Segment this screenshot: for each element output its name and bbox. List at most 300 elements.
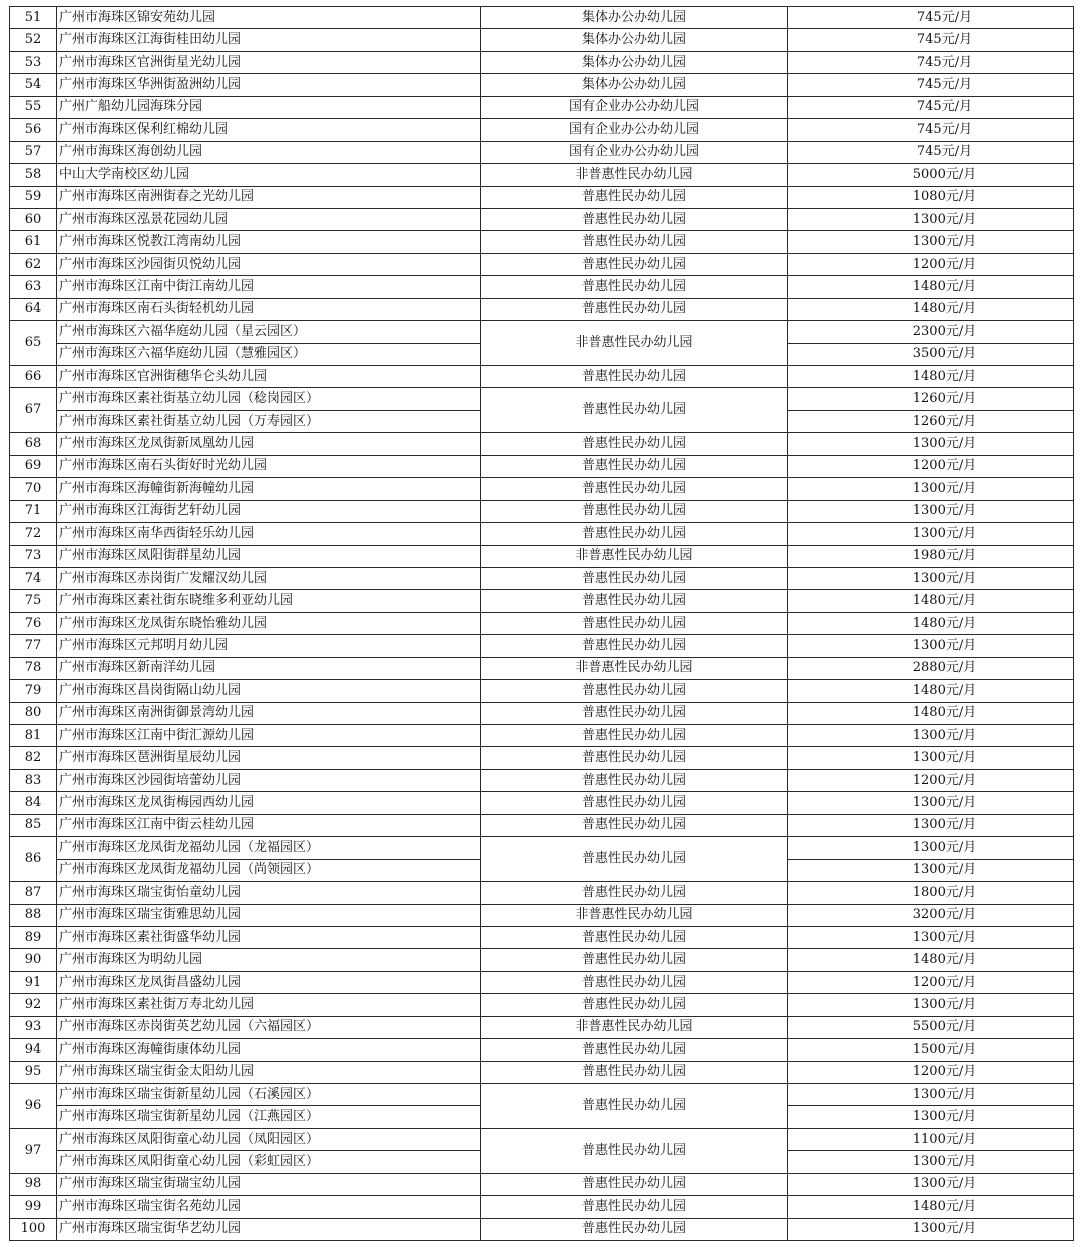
kindergarten-name-cell: 广州市海珠区素社街基立幼儿园（稔岗园区） [57,388,481,410]
fee-amount: 1500 [912,1041,946,1057]
serial-number-cell: 91 [10,971,57,993]
fee-amount: 1080 [912,189,946,205]
monthly-fee-cell [788,1061,1074,1083]
kindergarten-name-cell: 广州市海珠区龙凤街梅园西幼儿园 [57,792,481,814]
monthly-fee-cell [788,523,1074,545]
fee-amount: 1300 [912,929,946,945]
kindergarten-name-cell: 广州市海珠区沙园街培蕾幼儿园 [57,769,481,791]
fee-amount: 1200 [912,772,946,788]
kindergarten-type-cell: 非普惠性民办幼儿园 [481,545,788,567]
fee-amount: 1480 [912,278,946,294]
monthly-fee-cell [788,1016,1074,1038]
fee-amount: 1300 [912,637,946,653]
fee-amount: 1300 [912,996,946,1012]
kindergarten-name-cell: 广州市海珠区六福华庭幼儿园（慧雅园区） [57,343,481,365]
kindergarten-type-cell: 普惠性民办幼儿园 [481,1173,788,1195]
monthly-fee-cell [788,208,1074,230]
fee-amount: 5500 [912,1019,946,1035]
fee-unit: 元/月 [945,391,977,407]
monthly-fee-cell [788,590,1074,612]
kindergarten-type-cell: 普惠性民办幼儿园 [481,769,788,791]
kindergarten-type-cell: 普惠性民办幼儿园 [481,792,788,814]
monthly-fee-cell [788,814,1074,836]
fee-unit: 元/月 [945,907,977,923]
kindergarten-type-cell: 普惠性民办幼儿园 [481,1061,788,1083]
table-row [10,567,1074,589]
kindergarten-name-cell: 广州市海珠区龙凤街龙福幼儿园（龙福园区） [57,837,481,859]
table-row [10,1061,1074,1083]
serial-number-cell: 54 [10,74,57,96]
fee-amount: 745 [916,144,942,160]
serial-number-cell: 96 [10,1084,57,1129]
kindergarten-name-cell: 广州市海珠区江海街艺轩幼儿园 [57,500,481,522]
kindergarten-name-cell: 广州市海珠区海幢街康体幼儿园 [57,1039,481,1061]
monthly-fee-cell [788,343,1074,365]
fee-amount: 5000 [912,166,946,182]
table-row [10,882,1074,904]
monthly-fee-cell [788,455,1074,477]
kindergarten-type-cell: 集体办公办幼儿园 [481,74,788,96]
kindergarten-type-cell: 普惠性民办幼儿园 [481,208,788,230]
fee-amount: 1300 [912,436,946,452]
fee-amount: 1300 [912,817,946,833]
monthly-fee-cell [788,164,1074,186]
kindergarten-name-cell: 广州市海珠区龙凤街龙福幼儿园（尚领园区） [57,859,481,881]
serial-number-cell: 93 [10,1016,57,1038]
serial-number-cell: 92 [10,994,57,1016]
kindergarten-type-cell: 普惠性民办幼儿园 [481,500,788,522]
monthly-fee-cell [788,1151,1074,1173]
serial-number-cell: 60 [10,208,57,230]
table-row [10,971,1074,993]
kindergarten-name-cell: 广州市海珠区元邦明月幼儿园 [57,635,481,657]
kindergarten-name-cell: 广州市海珠区六福华庭幼儿园（星云园区） [57,321,481,343]
table-row [10,231,1074,253]
table-row [10,74,1074,96]
monthly-fee-cell [788,1106,1074,1128]
kindergarten-type-cell: 普惠性民办幼儿园 [481,253,788,275]
kindergarten-type-cell: 非普惠性民办幼儿园 [481,1016,788,1038]
kindergarten-name-cell: 广州市海珠区南洲街春之光幼儿园 [57,186,481,208]
kindergarten-name-cell: 广州市海珠区素社街盛华幼儿园 [57,926,481,948]
monthly-fee-cell [788,276,1074,298]
fee-amount: 745 [916,9,942,25]
kindergarten-type-cell: 普惠性民办幼儿园 [481,747,788,769]
serial-number-cell: 69 [10,455,57,477]
serial-number-cell: 62 [10,253,57,275]
kindergarten-type-cell: 普惠性民办幼儿园 [481,994,788,1016]
fee-amount: 1300 [912,503,946,519]
kindergarten-name-cell: 广州市海珠区瑞宝街瑞宝幼儿园 [57,1173,481,1195]
kindergarten-type-cell: 普惠性民办幼儿园 [481,971,788,993]
table-row [10,119,1074,141]
monthly-fee-cell [788,747,1074,769]
kindergarten-type-cell: 集体办公办幼儿园 [481,29,788,51]
monthly-fee-cell [788,837,1074,859]
monthly-fee-cell [788,1218,1074,1240]
fee-unit: 元/月 [945,1064,977,1080]
fee-amount: 1300 [912,1221,946,1237]
serial-number-cell: 83 [10,769,57,791]
kindergarten-type-cell: 普惠性民办幼儿园 [481,926,788,948]
serial-number-cell: 79 [10,680,57,702]
table-row [10,590,1074,612]
table-row [10,7,1074,29]
kindergarten-type-cell: 集体办公办幼儿园 [481,7,788,29]
kindergarten-name-cell: 广州市海珠区华洲街盈洲幼儿园 [57,74,481,96]
serial-number-cell: 95 [10,1061,57,1083]
kindergarten-name-cell: 广州市海珠区瑞宝街雅思幼儿园 [57,904,481,926]
kindergarten-type-cell: 国有企业办公办幼儿园 [481,96,788,118]
kindergarten-type-cell: 普惠性民办幼儿园 [481,635,788,657]
kindergarten-type-cell: 普惠性民办幼儿园 [481,1196,788,1218]
table-row [10,1196,1074,1218]
table-row [10,478,1074,500]
monthly-fee-cell [788,119,1074,141]
kindergarten-name-cell: 广州市海珠区素社街东晓维多利亚幼儿园 [57,590,481,612]
serial-number-cell: 94 [10,1039,57,1061]
fee-amount: 745 [916,54,942,70]
table-row [10,388,1074,410]
table-row [10,904,1074,926]
table-row [10,994,1074,1016]
fee-amount: 1480 [912,952,946,968]
fee-unit: 元/月 [945,682,977,698]
kindergarten-type-cell: 普惠性民办幼儿园 [481,388,788,433]
fee-amount: 1480 [912,682,946,698]
serial-number-cell: 87 [10,882,57,904]
serial-number-cell: 81 [10,725,57,747]
monthly-fee-cell [788,141,1074,163]
kindergarten-name-cell: 广州市海珠区海创幼儿园 [57,141,481,163]
kindergarten-type-cell: 普惠性民办幼儿园 [481,1084,788,1129]
fee-amount: 1260 [912,413,946,429]
serial-number-cell: 76 [10,612,57,634]
serial-number-cell: 67 [10,388,57,433]
table-row [10,523,1074,545]
fee-unit: 元/月 [941,99,973,115]
table-row [10,702,1074,724]
fee-unit: 元/月 [945,525,977,541]
kindergarten-type-cell: 普惠性民办幼儿园 [481,1039,788,1061]
fee-amount: 2880 [912,660,946,676]
fee-unit: 元/月 [945,974,977,990]
monthly-fee-cell [788,1173,1074,1195]
fee-unit: 元/月 [945,346,977,362]
fee-amount: 3500 [912,346,946,362]
kindergarten-fee-table [9,6,1074,1241]
serial-number-cell: 77 [10,635,57,657]
serial-number-cell: 71 [10,500,57,522]
fee-amount: 1300 [912,1109,946,1125]
monthly-fee-cell [788,680,1074,702]
monthly-fee-cell [788,1084,1074,1106]
fee-unit: 元/月 [945,189,977,205]
table-row [10,1218,1074,1240]
table-row [10,455,1074,477]
fee-unit: 元/月 [945,1109,977,1125]
kindergarten-type-cell: 普惠性民办幼儿园 [481,882,788,904]
table-row [10,253,1074,275]
serial-number-cell: 80 [10,702,57,724]
fee-unit: 元/月 [945,368,977,384]
fee-unit: 元/月 [945,727,977,743]
fee-unit: 元/月 [945,839,977,855]
serial-number-cell: 61 [10,231,57,253]
monthly-fee-cell [788,567,1074,589]
table-row [10,926,1074,948]
kindergarten-name-cell: 广州市海珠区悦教江湾南幼儿园 [57,231,481,253]
monthly-fee-cell [788,186,1074,208]
fee-amount: 1300 [912,727,946,743]
kindergarten-name-cell: 广州市海珠区昌岗街隔山幼儿园 [57,680,481,702]
fee-amount: 1200 [912,256,946,272]
fee-unit: 元/月 [941,121,973,137]
kindergarten-type-cell: 普惠性民办幼儿园 [481,1218,788,1240]
fee-unit: 元/月 [945,256,977,272]
monthly-fee-cell [788,29,1074,51]
serial-number-cell: 72 [10,523,57,545]
table-row [10,769,1074,791]
kindergarten-type-cell: 普惠性民办幼儿园 [481,1128,788,1173]
kindergarten-type-cell: 普惠性民办幼儿园 [481,949,788,971]
kindergarten-type-cell: 普惠性民办幼儿园 [481,567,788,589]
serial-number-cell: 58 [10,164,57,186]
fee-unit: 元/月 [945,705,977,721]
kindergarten-name-cell: 广州市海珠区瑞宝街金太阳幼儿园 [57,1061,481,1083]
table-row [10,298,1074,320]
monthly-fee-cell [788,1128,1074,1150]
fee-amount: 1260 [912,391,946,407]
fee-unit: 元/月 [945,1131,977,1147]
serial-number-cell: 55 [10,96,57,118]
kindergarten-name-cell: 广州市海珠区赤岗街广发耀汉幼儿园 [57,567,481,589]
serial-number-cell: 66 [10,366,57,388]
monthly-fee-cell [788,994,1074,1016]
kindergarten-type-cell: 普惠性民办幼儿园 [481,590,788,612]
kindergarten-name-cell: 广州市海珠区瑞宝街新星幼儿园（石溪园区） [57,1084,481,1106]
fee-amount: 1480 [912,368,946,384]
table-row [10,792,1074,814]
table-row [10,29,1074,51]
table-row [10,949,1074,971]
fee-amount: 1300 [912,480,946,496]
monthly-fee-cell [788,7,1074,29]
monthly-fee-cell [788,612,1074,634]
kindergarten-type-cell: 普惠性民办幼儿园 [481,186,788,208]
kindergarten-type-cell: 普惠性民办幼儿园 [481,455,788,477]
monthly-fee-cell [788,725,1074,747]
fee-unit: 元/月 [945,615,977,631]
fee-unit: 元/月 [941,54,973,70]
fee-amount: 1300 [912,1176,946,1192]
kindergarten-name-cell: 广州市海珠区南华西街轻乐幼儿园 [57,523,481,545]
table-row [10,208,1074,230]
kindergarten-type-cell: 普惠性民办幼儿园 [481,433,788,455]
kindergarten-type-cell: 国有企业办公办幼儿园 [481,119,788,141]
fee-amount: 1300 [912,839,946,855]
fee-amount: 1300 [912,1086,946,1102]
kindergarten-name-cell: 广州市海珠区南石头街轻机幼儿园 [57,298,481,320]
table-row [10,433,1074,455]
monthly-fee-cell [788,882,1074,904]
serial-number-cell: 64 [10,298,57,320]
fee-amount: 1480 [912,593,946,609]
fee-unit: 元/月 [941,144,973,160]
fee-amount: 1300 [912,570,946,586]
kindergarten-type-cell: 普惠性民办幼儿园 [481,680,788,702]
kindergarten-type-cell: 普惠性民办幼儿园 [481,366,788,388]
serial-number-cell: 57 [10,141,57,163]
fee-unit: 元/月 [945,570,977,586]
kindergarten-name-cell: 广州市海珠区官洲街穗华仑头幼儿园 [57,366,481,388]
fee-amount: 2300 [912,323,946,339]
fee-unit: 元/月 [945,278,977,294]
kindergarten-name-cell: 广州市海珠区瑞宝街怡童幼儿园 [57,882,481,904]
table-row [10,366,1074,388]
fee-amount: 1300 [912,862,946,878]
table-row [10,635,1074,657]
fee-unit: 元/月 [945,1019,977,1035]
table-row [10,186,1074,208]
fee-amount: 745 [916,121,942,137]
fee-table-body [10,7,1074,1241]
fee-unit: 元/月 [945,884,977,900]
serial-number-cell: 89 [10,926,57,948]
table-row [10,612,1074,634]
kindergarten-name-cell: 广州市海珠区南洲街御景湾幼儿园 [57,702,481,724]
fee-unit: 元/月 [941,77,973,93]
monthly-fee-cell [788,859,1074,881]
kindergarten-name-cell: 广州市海珠区江海街桂田幼儿园 [57,29,481,51]
kindergarten-name-cell: 广州市海珠区江南中街云桂幼儿园 [57,814,481,836]
monthly-fee-cell [788,545,1074,567]
serial-number-cell: 88 [10,904,57,926]
kindergarten-name-cell: 广州市海珠区南石头街好时光幼儿园 [57,455,481,477]
kindergarten-name-cell: 广州市海珠区素社街万寿北幼儿园 [57,994,481,1016]
fee-unit: 元/月 [945,593,977,609]
kindergarten-type-cell: 集体办公办幼儿园 [481,51,788,73]
monthly-fee-cell [788,410,1074,432]
serial-number-cell: 99 [10,1196,57,1218]
kindergarten-name-cell: 广州市海珠区锦安苑幼儿园 [57,7,481,29]
table-row [10,545,1074,567]
kindergarten-name-cell: 广州市海珠区江南中街江南幼儿园 [57,276,481,298]
fee-amount: 1480 [912,705,946,721]
kindergarten-name-cell: 广州市海珠区海幢街新海幢幼儿园 [57,478,481,500]
serial-number-cell: 85 [10,814,57,836]
fee-unit: 元/月 [945,952,977,968]
kindergarten-type-cell: 普惠性民办幼儿园 [481,478,788,500]
fee-amount: 745 [916,99,942,115]
kindergarten-type-cell: 普惠性民办幼儿园 [481,814,788,836]
fee-unit: 元/月 [945,166,977,182]
kindergarten-name-cell: 广州市海珠区为明幼儿园 [57,949,481,971]
serial-number-cell: 63 [10,276,57,298]
fee-unit: 元/月 [945,1041,977,1057]
fee-unit: 元/月 [945,795,977,811]
kindergarten-type-cell: 普惠性民办幼儿园 [481,725,788,747]
table-row [10,814,1074,836]
kindergarten-name-cell: 广州市海珠区泓景花园幼儿园 [57,208,481,230]
serial-number-cell: 59 [10,186,57,208]
table-row [10,141,1074,163]
table-row [10,657,1074,679]
table-row [10,164,1074,186]
monthly-fee-cell [788,321,1074,343]
fee-unit: 元/月 [945,480,977,496]
fee-amount: 1300 [912,795,946,811]
serial-number-cell: 65 [10,321,57,366]
fee-amount: 3200 [912,907,946,923]
fee-amount: 1300 [912,525,946,541]
kindergarten-name-cell: 广州市海珠区素社街基立幼儿园（万寿园区） [57,410,481,432]
serial-number-cell: 73 [10,545,57,567]
fee-unit: 元/月 [945,301,977,317]
monthly-fee-cell [788,702,1074,724]
fee-unit: 元/月 [945,436,977,452]
table-row [10,680,1074,702]
kindergarten-name-cell: 广州市海珠区保利红棉幼儿园 [57,119,481,141]
kindergarten-name-cell: 广州市海珠区琶洲街星辰幼儿园 [57,747,481,769]
fee-unit: 元/月 [945,996,977,1012]
fee-unit: 元/月 [945,660,977,676]
fee-unit: 元/月 [945,413,977,429]
monthly-fee-cell [788,231,1074,253]
fee-amount: 1800 [912,884,946,900]
fee-table-sheet [9,6,1074,1241]
serial-number-cell: 78 [10,657,57,679]
kindergarten-type-cell: 非普惠性民办幼儿园 [481,321,788,366]
serial-number-cell: 68 [10,433,57,455]
serial-number-cell: 84 [10,792,57,814]
monthly-fee-cell [788,96,1074,118]
serial-number-cell: 90 [10,949,57,971]
kindergarten-name-cell: 广州市海珠区瑞宝街华艺幼儿园 [57,1218,481,1240]
fee-unit: 元/月 [945,929,977,945]
monthly-fee-cell [788,904,1074,926]
fee-amount: 1300 [912,1154,946,1170]
kindergarten-name-cell: 广州广船幼儿园海珠分园 [57,96,481,118]
monthly-fee-cell [788,51,1074,73]
kindergarten-type-cell: 非普惠性民办幼儿园 [481,904,788,926]
fee-amount: 1100 [912,1131,946,1147]
fee-unit: 元/月 [945,211,977,227]
table-row [10,321,1074,343]
fee-unit: 元/月 [945,772,977,788]
serial-number-cell: 82 [10,747,57,769]
kindergarten-type-cell: 普惠性民办幼儿园 [481,523,788,545]
kindergarten-type-cell: 非普惠性民办幼儿园 [481,657,788,679]
kindergarten-name-cell: 广州市海珠区赤岗街英艺幼儿园（六福园区） [57,1016,481,1038]
serial-number-cell: 100 [10,1218,57,1240]
fee-unit: 元/月 [945,1086,977,1102]
fee-unit: 元/月 [945,1221,977,1237]
fee-amount: 1300 [912,234,946,250]
table-row [10,1016,1074,1038]
fee-unit: 元/月 [941,32,973,48]
serial-number-cell: 51 [10,7,57,29]
kindergarten-name-cell: 广州市海珠区官洲街星光幼儿园 [57,51,481,73]
monthly-fee-cell [788,433,1074,455]
monthly-fee-cell [788,366,1074,388]
table-row [10,837,1074,859]
kindergarten-name-cell: 广州市海珠区龙凤街昌盛幼儿园 [57,971,481,993]
serial-number-cell: 70 [10,478,57,500]
fee-amount: 1200 [912,974,946,990]
fee-unit: 元/月 [945,637,977,653]
kindergarten-type-cell: 普惠性民办幼儿园 [481,276,788,298]
